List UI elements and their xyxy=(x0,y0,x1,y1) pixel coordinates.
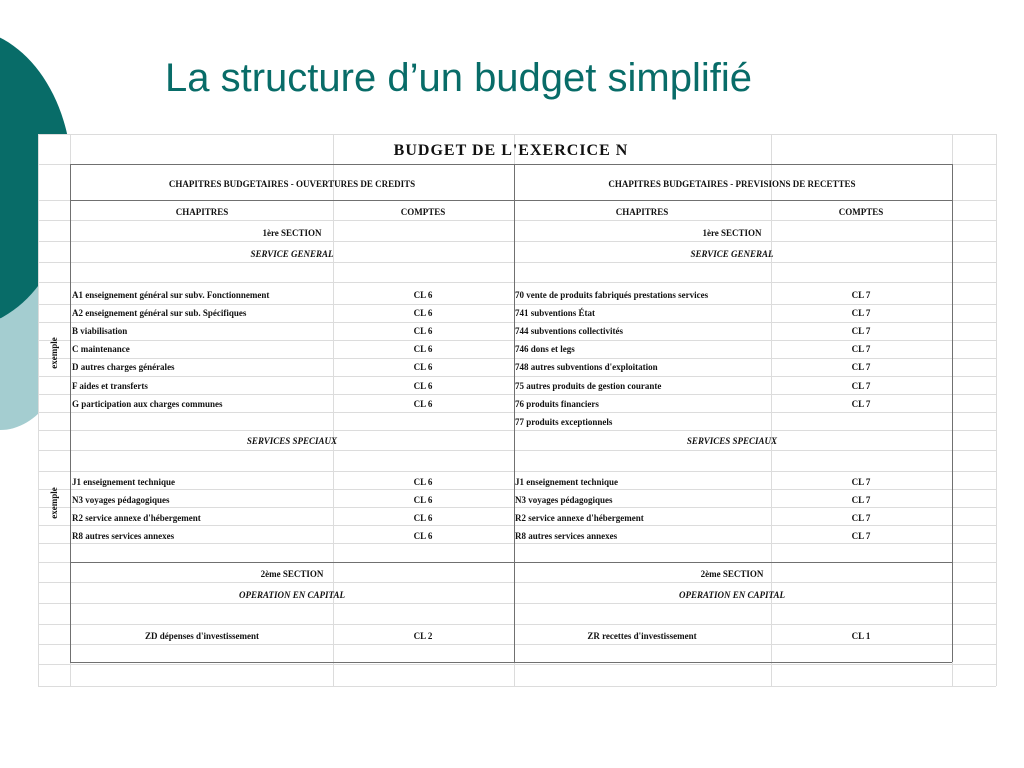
general-left-row-compte: CL 6 xyxy=(413,308,433,319)
special-right-row-compte: CL 7 xyxy=(851,495,871,506)
general-left-row-chapitre: G participation aux charges communes xyxy=(72,398,223,409)
grid-row-line xyxy=(38,134,996,135)
special-right-row-compte: CL 7 xyxy=(851,531,871,542)
general-left-row-compte: CL 6 xyxy=(413,344,433,355)
special-right-row-compte: CL 7 xyxy=(851,477,871,487)
general-right-row-compte: CL 7 xyxy=(851,362,871,373)
special-left-row-chapitre: N3 voyages pédagogiques xyxy=(72,495,170,506)
left-header: CHAPITRES BUDGETAIRES - OUVERTURES DE CREDITS xyxy=(168,179,416,189)
general-right-row-chapitre: 70 vente de produits fabriqués prestations services xyxy=(515,290,709,300)
general-left-row-compte: CL 6 xyxy=(413,398,433,409)
grid-row-line xyxy=(38,412,996,413)
general-right-row-chapitre: 744 subventions collectivités xyxy=(515,326,623,337)
special-left-row-chapitre: J1 enseignement technique xyxy=(72,477,175,487)
left-section2: 2ème SECTION xyxy=(260,569,324,579)
table-border xyxy=(952,164,953,662)
capital-right-compte: CL 1 xyxy=(851,631,871,641)
special-left-row-chapitre: R8 autres services annexes xyxy=(72,531,175,542)
general-right-row-compte: CL 7 xyxy=(851,308,871,319)
general-left-row-chapitre: A2 enseignement général sur sub. Spécifiques xyxy=(72,308,247,319)
grid-col-line xyxy=(771,134,772,686)
grid-row-line xyxy=(38,624,996,625)
special-right-row-chapitre: R8 autres services annexes xyxy=(515,531,618,542)
general-right-row-chapitre: 77 produits exceptionnels xyxy=(515,416,613,427)
special-left-row-compte: CL 6 xyxy=(413,477,433,487)
left-operation-capital: OPERATION EN CAPITAL xyxy=(238,590,346,600)
capital-left-compte: CL 2 xyxy=(413,631,433,641)
general-left-row-chapitre: B viabilisation xyxy=(72,326,128,337)
special-right-row-chapitre: R2 service annexe d'hébergement xyxy=(515,513,644,524)
grid-row-line xyxy=(38,664,996,665)
general-right-row-compte: CL 7 xyxy=(851,398,871,409)
slide-title: La structure d’un budget simplifié xyxy=(165,56,752,100)
special-left-row-compte: CL 6 xyxy=(413,495,433,506)
general-left-row-compte: CL 6 xyxy=(413,362,433,373)
general-left-row-chapitre: C maintenance xyxy=(72,344,130,355)
left-service-general: SERVICE GENERAL xyxy=(250,249,334,259)
special-right-row-compte: CL 7 xyxy=(851,513,871,524)
general-right-row-chapitre: 75 autres produits de gestion courante xyxy=(515,380,662,391)
left-section1: 1ère SECTION xyxy=(262,228,322,238)
grid-row-line xyxy=(38,322,996,323)
grid-col-line xyxy=(996,134,997,686)
grid-row-line xyxy=(38,282,996,283)
general-right-row-compte: CL 7 xyxy=(851,344,871,355)
special-left-row-chapitre: R2 service annexe d'hébergement xyxy=(72,513,201,524)
special-left-row-compte: CL 6 xyxy=(413,531,433,542)
left-col-chapitres: CHAPITRES xyxy=(175,207,229,217)
right-section1: 1ère SECTION xyxy=(702,228,762,238)
table-border xyxy=(514,164,515,662)
table-border xyxy=(70,164,71,662)
special-right-row-chapitre: J1 enseignement technique xyxy=(515,477,618,487)
left-col-comptes: COMPTES xyxy=(400,207,446,217)
table-border xyxy=(70,200,952,201)
grid-row-line xyxy=(38,644,996,645)
general-left-row-compte: CL 6 xyxy=(413,290,433,300)
table-border xyxy=(70,562,952,563)
table-border xyxy=(70,164,952,165)
grid-row-line xyxy=(38,686,996,687)
table-border xyxy=(70,662,952,663)
grid-row-line xyxy=(38,525,996,526)
grid-row-line xyxy=(38,241,996,242)
side-label-special: exemple xyxy=(49,487,59,519)
left-services-speciaux: SERVICES SPECIAUX xyxy=(246,436,338,446)
capital-left-chapitre: ZD dépenses d'investissement xyxy=(144,631,260,641)
grid-row-line xyxy=(38,262,996,263)
general-right-row-chapitre: 748 autres subventions d'exploitation xyxy=(515,362,658,373)
grid-row-line xyxy=(38,489,996,490)
grid-row-line xyxy=(38,450,996,451)
right-header: CHAPITRES BUDGETAIRES - PREVISIONS DE RECETTES xyxy=(608,179,856,189)
side-label-general: exemple xyxy=(49,337,59,369)
general-right-row-compte: CL 7 xyxy=(851,290,871,300)
general-left-row-chapitre: A1 enseignement général sur subv. Fonctionnement xyxy=(72,290,270,300)
right-section2: 2ème SECTION xyxy=(700,569,764,579)
grid-row-line xyxy=(38,358,996,359)
right-services-speciaux: SERVICES SPECIAUX xyxy=(686,436,778,446)
right-service-general: SERVICE GENERAL xyxy=(690,249,774,259)
capital-right-chapitre: ZR recettes d'investissement xyxy=(587,631,697,641)
right-operation-capital: OPERATION EN CAPITAL xyxy=(678,590,786,600)
grid-row-line xyxy=(38,376,996,377)
grid-row-line xyxy=(38,471,996,472)
grid-row-line xyxy=(38,430,996,431)
general-right-row-chapitre: 741 subventions État xyxy=(515,308,596,319)
right-col-chapitres: CHAPITRES xyxy=(615,207,669,217)
general-right-row-compte: CL 7 xyxy=(851,380,871,391)
general-left-row-compte: CL 6 xyxy=(413,326,433,337)
grid-row-line xyxy=(38,507,996,508)
general-right-row-chapitre: 76 produits financiers xyxy=(515,398,599,409)
grid-row-line xyxy=(38,220,996,221)
special-right-row-chapitre: N3 voyages pédagogiques xyxy=(515,495,613,506)
grid-row-line xyxy=(38,304,996,305)
grid-row-line xyxy=(38,582,996,583)
general-left-row-chapitre: D autres charges générales xyxy=(72,362,175,373)
grid-col-line xyxy=(38,134,39,686)
general-right-row-compte: CL 7 xyxy=(851,326,871,337)
grid-row-line xyxy=(38,603,996,604)
general-left-row-compte: CL 6 xyxy=(413,380,433,391)
budget-spreadsheet xyxy=(38,134,996,686)
grid-row-line xyxy=(38,394,996,395)
grid-row-line xyxy=(38,543,996,544)
general-right-row-chapitre: 746 dons et legs xyxy=(515,344,575,355)
special-left-row-compte: CL 6 xyxy=(413,513,433,524)
grid-col-line xyxy=(333,134,334,686)
right-col-comptes: COMPTES xyxy=(838,207,884,217)
budget-title: BUDGET DE L'EXERCICE N xyxy=(393,142,629,159)
grid-row-line xyxy=(38,340,996,341)
general-left-row-chapitre: F aides et transferts xyxy=(72,380,148,391)
